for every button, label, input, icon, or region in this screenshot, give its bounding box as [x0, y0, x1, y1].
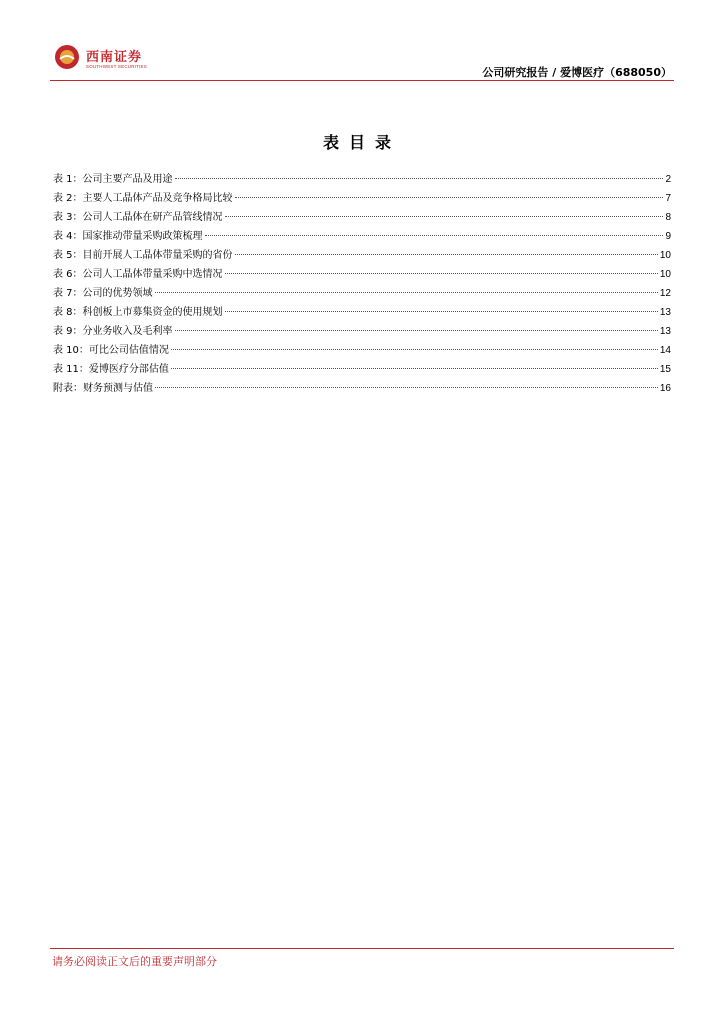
toc-entry-page[interactable]: 16 — [659, 383, 671, 394]
toc-dot-leader — [171, 368, 658, 369]
logo-english-name: SOUTHWEST SECURITIES — [86, 64, 147, 69]
toc-entry-label[interactable]: 表 11：爱博医疗分部估值 — [53, 364, 169, 375]
toc-entry-page[interactable]: 8 — [665, 212, 671, 223]
header-divider — [50, 80, 674, 81]
toc-dot-leader — [225, 216, 664, 217]
toc-entry-page[interactable]: 12 — [659, 288, 671, 299]
toc-entry-label[interactable]: 表 1：公司主要产品及用途 — [53, 174, 173, 185]
toc-entry[interactable] — [53, 246, 671, 265]
toc-entry-page[interactable]: 9 — [665, 231, 671, 242]
footer-notice: 请务必阅读正文后的重要声明部分 — [52, 955, 217, 968]
toc-entry-label[interactable]: 表 10：可比公司估值情况 — [53, 345, 169, 356]
toc-dot-leader — [235, 197, 664, 198]
toc-entry[interactable] — [53, 303, 671, 322]
toc-entry[interactable] — [53, 170, 671, 189]
toc-dot-leader — [155, 387, 658, 388]
toc-entry-label[interactable]: 表 7：公司的优势领域 — [53, 288, 153, 299]
toc-entry-page[interactable]: 10 — [659, 269, 671, 280]
toc-entry-label[interactable]: 表 5：目前开展人工晶体带量采购的省份 — [53, 250, 233, 261]
toc-entry-label[interactable]: 表 6：公司人工晶体带量采购中选情况 — [53, 269, 223, 280]
toc-entry[interactable] — [53, 208, 671, 227]
page-title: 表目录 — [322, 133, 401, 152]
toc-entry-label[interactable]: 表 9：分业务收入及毛利率 — [53, 326, 173, 337]
logo-emblem-icon — [54, 44, 80, 70]
report-header-label: 公司研究报告 / 爱博医疗（688050） — [482, 66, 672, 79]
toc-dot-leader — [205, 235, 664, 236]
toc-entry-label[interactable]: 表 4：国家推动带量采购政策梳理 — [53, 231, 203, 242]
toc-entry-page[interactable]: 2 — [665, 174, 671, 185]
toc-entry-page[interactable]: 13 — [659, 326, 671, 337]
toc-entry[interactable] — [53, 189, 671, 208]
toc-entry-page[interactable]: 15 — [659, 364, 671, 375]
table-of-contents — [53, 170, 671, 398]
company-logo — [54, 44, 174, 74]
toc-entry[interactable] — [53, 265, 671, 284]
toc-entry-page[interactable]: 13 — [659, 307, 671, 318]
toc-entry[interactable] — [53, 284, 671, 303]
toc-dot-leader — [155, 292, 658, 293]
footer-divider — [50, 948, 674, 949]
toc-dot-leader — [171, 349, 658, 350]
toc-entry-label[interactable]: 附表：财务预测与估值 — [53, 383, 153, 394]
toc-entry-label[interactable]: 表 8：科创板上市募集资金的使用规划 — [53, 307, 223, 318]
toc-entry[interactable] — [53, 360, 671, 379]
toc-entry[interactable] — [53, 341, 671, 360]
toc-entry[interactable] — [53, 227, 671, 246]
toc-entry-page[interactable]: 7 — [665, 193, 671, 204]
toc-dot-leader — [225, 311, 658, 312]
toc-dot-leader — [175, 178, 664, 179]
toc-dot-leader — [175, 330, 658, 331]
toc-entry[interactable] — [53, 379, 671, 398]
toc-entry-label[interactable]: 表 3：公司人工晶体在研产品管线情况 — [53, 212, 223, 223]
toc-entry[interactable] — [53, 322, 671, 341]
toc-entry-label[interactable]: 表 2：主要人工晶体产品及竞争格局比较 — [53, 193, 233, 204]
toc-dot-leader — [225, 273, 658, 274]
toc-entry-page[interactable]: 14 — [659, 345, 671, 356]
toc-dot-leader — [235, 254, 658, 255]
toc-entry-page[interactable]: 10 — [659, 250, 671, 261]
logo-name: 西南证券 — [86, 50, 143, 65]
